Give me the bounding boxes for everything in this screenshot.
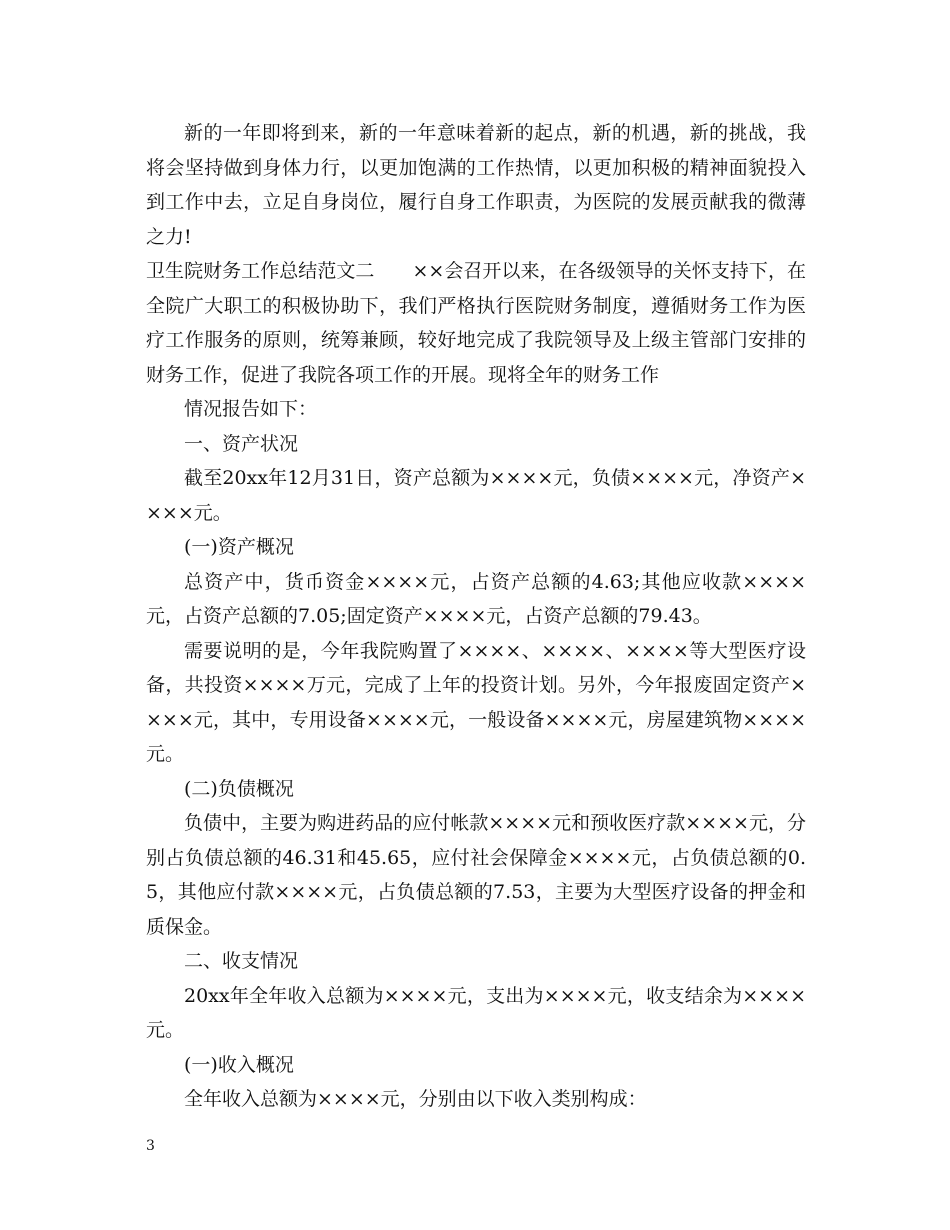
section-title-model-text: 卫生院财务工作总结范文二 — [146, 260, 375, 282]
paragraph-income-categories: 全年收入总额为××××元，分别由以下收入类别构成： — [184, 1088, 647, 1110]
heading-assets-status: 一、资产状况 — [184, 432, 299, 455]
paragraph-report-lead: 情况报告如下： — [184, 398, 318, 420]
paragraph-new-year: 新的一年即将到来，新的一年意味着新的起点，新的机遇，新的挑战，我将会坚持做到身体力行，以更加饱满的工作热情，以更加积极的精神面貌投入到工作中去，立足自身岗位，履行自身工作职责，为医院的发展贡献我的微薄之力! — [146, 122, 806, 248]
heading-assets-overview: (一)资产概况 — [184, 536, 294, 558]
document-body — [146, 116, 806, 1117]
heading-income-expense: 二、收支情况 — [184, 950, 299, 972]
heading-income-overview: (一)收入概况 — [184, 1053, 294, 1076]
paragraph-assets-breakdown: 总资产中，货币资金××××元，占资产总额的4.63;其他应收款××××元，占资产总额的7.05;固定资产××××元，占资产总额的79.43。 — [146, 570, 806, 627]
report-intro-text: ××会召开以来，在各级领导的关怀支持下，在全院广大职工的积极协助下，我们严格执行医院财务制度，遵循财务工作为医疗工作服务的原则，统筹兼顾，较好地完成了我院领导及上级主管部门安排的财务工作，促进了我院各项工作的开展。现将全年的财务工作 — [146, 260, 806, 386]
paragraph-income-expense-total: 20xx年全年收入总额为××××元，支出为××××元，收支结余为××××元。 — [146, 984, 806, 1041]
heading-liabilities-overview: (二)负债概况 — [184, 777, 294, 800]
paragraph-equipment-note: 需要说明的是，今年我院购置了××××、××××、××××等大型医疗设备，共投资××××万元，完成了上年的投资计划。另外，今年报废固定资产××××元，其中，专用设备××××元，一般设备××××元，房屋建筑物××××元。 — [146, 639, 806, 765]
paragraph-assets-total: 截至20xx年12月31日，资产总额为××××元，负债××××元，净资产××××元。 — [146, 467, 806, 524]
paragraph-liabilities-breakdown: 负债中，主要为购进药品的应付帐款××××元和预收医疗款××××元，分别占负债总额的46.31和45.65，应付社会保障金××××元，占负债总额的0.5，其他应付款××××元，占负债总额的7.53，主要为大型医疗设备的押金和质保金。 — [146, 812, 806, 938]
page-number: 3 — [146, 1138, 155, 1154]
paragraph-report-intro — [146, 254, 806, 392]
